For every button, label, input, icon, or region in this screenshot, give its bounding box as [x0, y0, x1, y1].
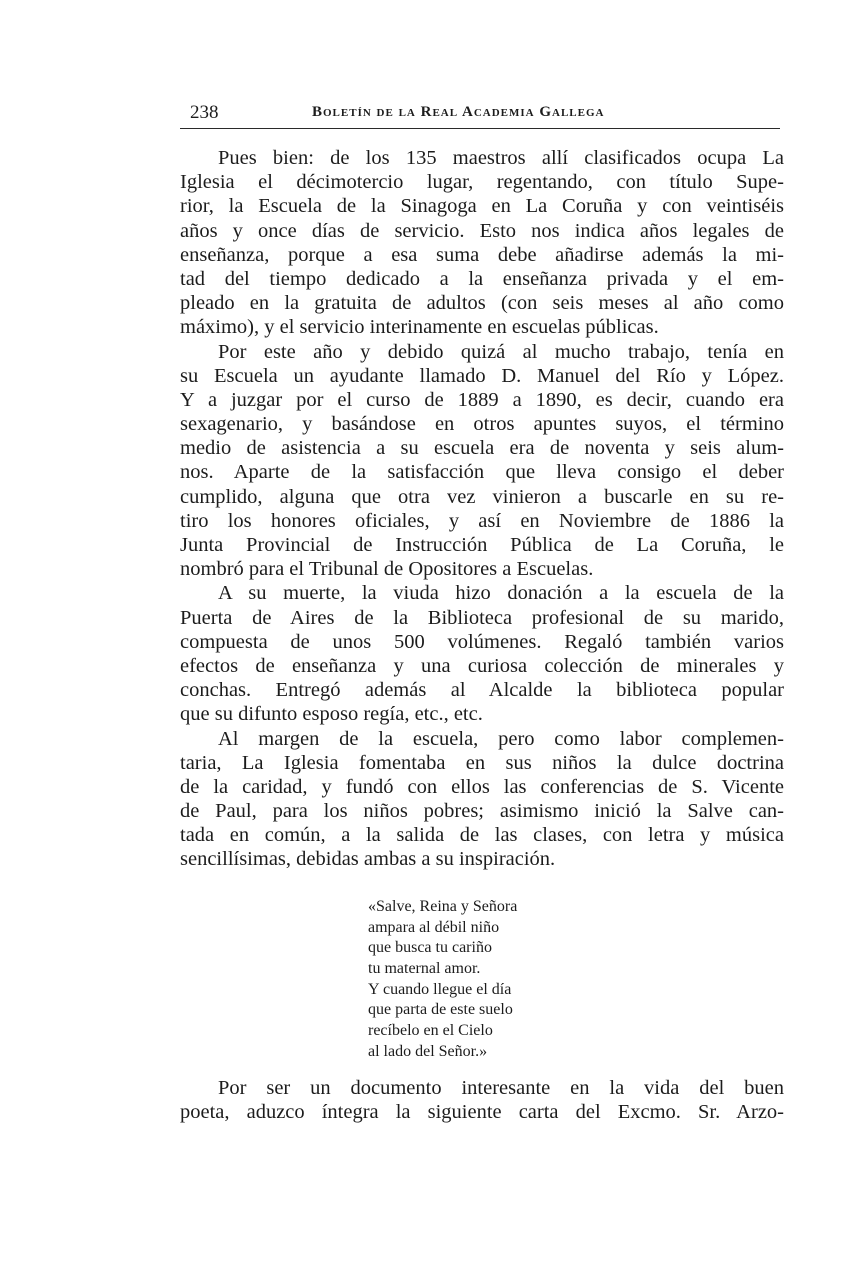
text-line: enseñanza, porque a esa suma debe añadirse además la mi-: [180, 243, 784, 266]
text-line: efectos de enseñanza y una curiosa colección de minerales y: [180, 654, 784, 677]
text-line: máximo), y el servicio interinamente en escuelas públicas.: [180, 316, 659, 339]
text-line: que su difunto esposo regía, etc., etc.: [180, 703, 483, 726]
closing-paragraph: [180, 1076, 784, 1124]
poem-line: que busca tu cariño: [368, 939, 492, 957]
text-line: compuesta de unos 500 volúmenes. Regaló también varios: [180, 630, 784, 653]
page-number: 238: [190, 102, 219, 123]
text-line: medio de asistencia a su escuela era de noventa y seis alum-: [180, 437, 784, 460]
text-line: rior, la Escuela de la Sinagoga en La Coruña y con veintiséis: [180, 195, 784, 218]
poem-line: que parta de este suelo: [368, 1001, 513, 1019]
text-line: Al margen de la escuela, pero como labor complemen-: [218, 727, 784, 750]
text-line: poeta, aduzco íntegra la siguiente carta del Excmo. Sr. Arzo-: [180, 1101, 784, 1124]
poem-line: «Salve, Reina y Señora: [368, 898, 518, 915]
text-line: Y a juzgar por el curso de 1889 a 1890, es decir, cuando era: [180, 388, 784, 411]
text-line: sexagenario, y basándose en otros apuntes suyos, el término: [180, 413, 784, 436]
text-line: taria, La Iglesia fomentaba en sus niños la dulce doctrina: [180, 751, 784, 774]
text-line: su Escuela un ayudante llamado D. Manuel del Río y López.: [180, 364, 784, 387]
running-title: Boletín de la Real Academia Gallega: [312, 104, 605, 120]
text-line: tad del tiempo dedicado a la enseñanza privada y el em-: [180, 267, 784, 290]
poem-line: recíbelo en el Cielo: [368, 1022, 493, 1040]
body-text: [180, 146, 784, 872]
poem-line: ampara al débil niño: [368, 918, 500, 936]
poem-verse: [368, 897, 608, 1063]
text-line: A su muerte, la viuda hizo donación a la escuela de la: [218, 582, 784, 605]
text-line: Pues bien: de los 135 maestros allí clasificados ocupa La: [218, 147, 784, 169]
text-line: tada en común, a la salida de las clases, con letra y música: [180, 824, 784, 847]
text-line: sencillísimas, debidas ambas a su inspiración.: [180, 848, 556, 871]
poem-line: tu maternal amor.: [368, 960, 481, 978]
text-line: Por ser un documento interesante en la vida del buen: [218, 1077, 784, 1099]
text-line: de la caridad, y fundó con ellos las conferencias de S. Vicente: [180, 775, 784, 798]
text-line: pleado en la gratuita de adultos (con seis meses al año como: [180, 292, 784, 315]
text-line: nos. Aparte de la satisfacción que lleva consigo el deber: [180, 461, 784, 484]
page-header: [180, 98, 780, 129]
text-line: conchas. Entregó además al Alcalde la biblioteca popular: [180, 679, 784, 702]
text-line: Por este año y debido quizá al mucho trabajo, tenía en: [218, 340, 784, 363]
text-line: Iglesia el décimotercio lugar, regentando, con título Supe-: [180, 171, 784, 194]
text-line: cumplido, alguna que otra vez vinieron a buscarle en su re-: [180, 485, 784, 508]
poem-line: al lado del Señor.»: [368, 1042, 488, 1060]
text-line: años y once días de servicio. Esto nos indica años legales de: [180, 219, 784, 242]
text-line: nombró para el Tribunal de Opositores a Escuelas.: [180, 558, 594, 581]
text-line: de Paul, para los niños pobres; asimismo inició la Salve can-: [180, 800, 784, 823]
poem-line: Y cuando llegue el día: [368, 980, 512, 998]
text-line: tiro los honores oficiales, y así en Noviembre de 1886 la: [180, 509, 784, 532]
text-line: Puerta de Aires de la Biblioteca profesional de su marido,: [180, 606, 784, 629]
text-line: Junta Provincial de Instrucción Pública de La Coruña, le: [180, 534, 784, 556]
